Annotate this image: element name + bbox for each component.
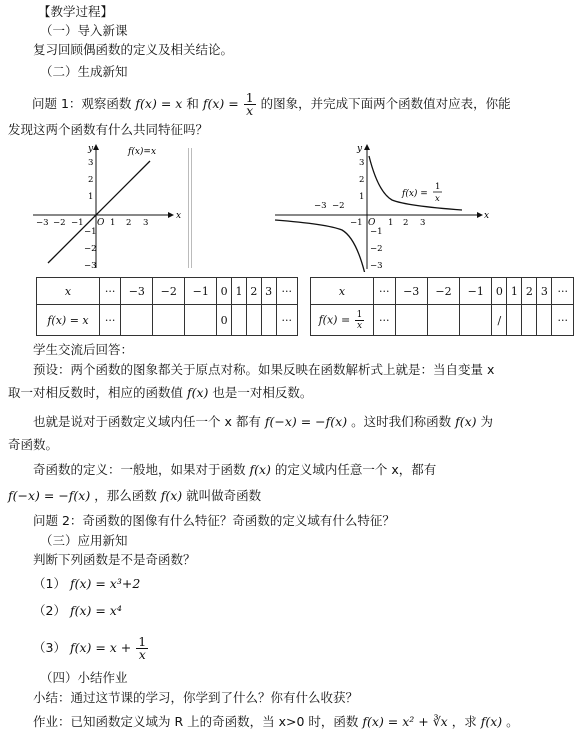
q1-func2-fraction — [244, 92, 256, 117]
item3-number: （3） — [33, 640, 66, 655]
summary-text: 小结：通过这节课的学习，你学到了什么？你有什么收获？ — [33, 690, 359, 705]
def-fx: f(x) — [249, 462, 271, 477]
table-row — [37, 305, 298, 336]
graph-divider — [188, 148, 189, 268]
table-cell[interactable] — [121, 305, 153, 336]
table-cell[interactable] — [427, 305, 459, 336]
question1-line2: 发现这两个函数有什么共同特征吗？ — [8, 122, 209, 137]
hw-fx: f(x) — [480, 714, 503, 729]
table-cell: 2 — [522, 278, 537, 305]
also-c: 为 — [480, 414, 493, 429]
hw-eq: f(x) = x² + ∛x — [362, 714, 448, 729]
section-new-knowledge-heading: （二）生成新知 — [40, 64, 128, 79]
definition-line2 — [8, 488, 261, 504]
item2-expr: f(x) = x⁴ — [69, 603, 122, 618]
section-summary-heading: （四）小结作业 — [40, 670, 128, 685]
table-cell: x — [37, 278, 100, 305]
q1-func2-left: f(x) = — [202, 96, 239, 111]
table-cell: −3 — [395, 278, 427, 305]
q1-and: 和 — [186, 96, 199, 111]
item1-expr: f(x) = x³+2 — [69, 576, 141, 591]
item3-fraction — [136, 636, 148, 661]
judge-prompt: 判断下列函数是不是奇函数？ — [33, 552, 196, 567]
t2-label-frac — [355, 310, 365, 331]
also-eq: f(−x) = −f(x) — [264, 414, 348, 429]
table-cell[interactable] — [460, 305, 492, 336]
table-cell[interactable] — [507, 305, 522, 336]
preset2-a: 取一对相反数时，相应的函数值 — [8, 385, 184, 400]
def2-b: 就叫做奇函数 — [186, 488, 262, 503]
graph1-origin: O — [97, 218, 105, 228]
graph2-xtick: −2 — [332, 201, 345, 211]
table-cell: ··· — [552, 305, 574, 336]
graph1-xtick: 1 — [110, 218, 116, 228]
t2-label-num: 1 — [356, 309, 363, 320]
table-cell: ··· — [552, 278, 574, 305]
graph2-ytick: −1 — [370, 227, 383, 237]
odd-function-text: 奇函数。 — [8, 437, 59, 452]
table-cell: 1 — [232, 278, 247, 305]
table-cell: 0 — [492, 278, 507, 305]
graph2-xtick: 1 — [388, 218, 394, 228]
table-cell: ··· — [276, 305, 297, 336]
graph2-ytick: 1 — [359, 192, 365, 202]
graph1-func-label: f(x)=x — [128, 147, 157, 157]
item3-den: x — [138, 647, 146, 662]
table-cell[interactable] — [522, 305, 537, 336]
preset-line1: 预设：两个函数的图象都关于原点对称。如果反映在函数解析式上就是：当自变量 x — [33, 362, 495, 377]
value-table-identity — [36, 277, 298, 336]
table-cell: / — [492, 305, 507, 336]
table-cell: −3 — [121, 278, 153, 305]
graph1-x-label: x — [176, 211, 182, 221]
graph2-xtick: −1 — [350, 218, 363, 228]
graph1-xtick: 3 — [143, 218, 149, 228]
identity-line — [48, 161, 150, 263]
table-cell[interactable] — [232, 305, 247, 336]
table-cell: −2 — [427, 278, 459, 305]
graph1-xtick: 2 — [126, 218, 132, 228]
hw-c: 。 — [506, 714, 519, 729]
hw-a: 作业：已知函数定义域为 R 上的奇函数，当 x>0 时，函数 — [33, 714, 359, 729]
graph-reciprocal-function — [272, 142, 492, 272]
section-intro-heading: （一）导入新课 — [40, 23, 128, 38]
also-fx: f(x) — [455, 414, 477, 429]
exercise-item-2 — [33, 603, 122, 619]
graph2-xtick: 3 — [420, 218, 426, 228]
table-cell: ··· — [276, 278, 297, 305]
also-a: 也就是说对于函数定义域内任一个 x 都有 — [33, 414, 261, 429]
exercise-item-1 — [33, 576, 140, 592]
q1-frac-den: x — [246, 103, 254, 118]
exercise-item-3 — [33, 634, 149, 662]
graph2-func-label: f(x) = — [402, 189, 428, 199]
homework-text — [33, 714, 519, 730]
also-b: 。这时我们称函数 — [351, 414, 452, 429]
table-cell[interactable] — [261, 305, 276, 336]
preset2-b: 也是一对相反数。 — [212, 385, 313, 400]
item1-number: （1） — [33, 576, 66, 591]
preset2-fx: f(x) — [187, 385, 209, 400]
table-cell-func-label — [311, 305, 374, 336]
graph2-xtick: −3 — [314, 201, 327, 211]
table-cell[interactable] — [185, 305, 217, 336]
graph2-xtick: 2 — [403, 218, 409, 228]
q1-func1: f(x) = x — [135, 96, 183, 111]
graph1-ytick: −3 — [84, 261, 97, 271]
graph1-ytick: −1 — [84, 227, 97, 237]
preset-line2 — [8, 385, 312, 401]
table-row — [37, 278, 298, 305]
t2-label-left: f(x) = — [318, 313, 351, 326]
hw-b: ，求 — [451, 714, 477, 729]
graph2-x-label: x — [484, 211, 490, 221]
graph1-xtick: −2 — [53, 218, 66, 228]
item2-number: （2） — [33, 603, 66, 618]
table-cell: 3 — [537, 278, 552, 305]
def2-fx: f(x) — [160, 488, 183, 503]
also-line — [33, 414, 493, 430]
graph2-ytick: −3 — [370, 261, 383, 271]
graph1-ytick: 3 — [88, 158, 94, 168]
table-cell[interactable] — [153, 305, 185, 336]
table-cell: 1 — [507, 278, 522, 305]
question2: 问题 2：奇函数的图像有什么特征？奇函数的定义域有什么特征？ — [33, 513, 395, 528]
table-cell: 0 — [217, 278, 232, 305]
section-apply-heading: （三）应用新知 — [40, 533, 128, 548]
table-cell: 0 — [217, 305, 232, 336]
question1-line1 — [32, 92, 511, 117]
table-cell: f(x) = x — [37, 305, 100, 336]
graph2-label-num: 1 — [435, 182, 441, 192]
item3-num: 1 — [138, 634, 147, 649]
reciprocal-branch-positive — [369, 156, 462, 210]
graph-divider — [191, 148, 192, 268]
table-cell: x — [311, 278, 374, 305]
t2-label-den: x — [357, 320, 363, 331]
graph-identity-function — [28, 142, 188, 272]
table-cell: ··· — [374, 278, 396, 305]
graph2-ytick: 3 — [359, 158, 365, 168]
q1-frac-num: 1 — [245, 90, 254, 105]
table-cell: 2 — [246, 278, 261, 305]
student-discussion: 学生交流后回答： — [33, 342, 134, 357]
def-b: 的定义域内任意一个 x，都有 — [274, 462, 437, 477]
graph2-label-den: x — [435, 194, 440, 204]
value-table-reciprocal — [310, 277, 574, 336]
graph2-y-label: y — [357, 144, 363, 154]
table-cell[interactable] — [395, 305, 427, 336]
graph1-ytick: 2 — [88, 175, 94, 185]
table-row — [311, 278, 574, 305]
table-cell: ··· — [374, 305, 396, 336]
table-cell: −1 — [460, 278, 492, 305]
graph2-origin: O — [368, 218, 376, 228]
table-cell[interactable] — [537, 305, 552, 336]
table-cell: ··· — [100, 305, 121, 336]
table-cell: −1 — [185, 278, 217, 305]
graph1-ytick: 1 — [88, 192, 94, 202]
lesson-title: 【教学过程】 — [38, 4, 114, 19]
def2-a: ，那么函数 — [94, 488, 157, 503]
graph1-ytick: −2 — [84, 244, 97, 254]
q1-prefix: 问题 1：观察函数 — [32, 96, 132, 111]
table-cell: −2 — [153, 278, 185, 305]
table-cell: ··· — [100, 278, 121, 305]
table-cell[interactable] — [246, 305, 261, 336]
def2-eq: f(−x) = −f(x) — [8, 488, 91, 503]
graph2-ytick: 2 — [359, 175, 365, 185]
graph2-ytick: −2 — [370, 244, 383, 254]
q1-suffix: 的图象，并完成下面两个函数值对应表，你能 — [260, 96, 511, 111]
table-row — [311, 305, 574, 336]
def-a: 奇函数的定义：一般地，如果对于函数 — [33, 462, 246, 477]
review-text: 复习回顾偶函数的定义及相关结论。 — [33, 42, 234, 57]
definition-line1 — [33, 462, 436, 478]
graph1-xtick: −1 — [71, 218, 84, 228]
graph1-y-label: y — [88, 144, 94, 154]
graph1-xtick: −3 — [36, 218, 49, 228]
item3-expr-left: f(x) = x + — [69, 640, 132, 655]
table-cell: 3 — [261, 278, 276, 305]
